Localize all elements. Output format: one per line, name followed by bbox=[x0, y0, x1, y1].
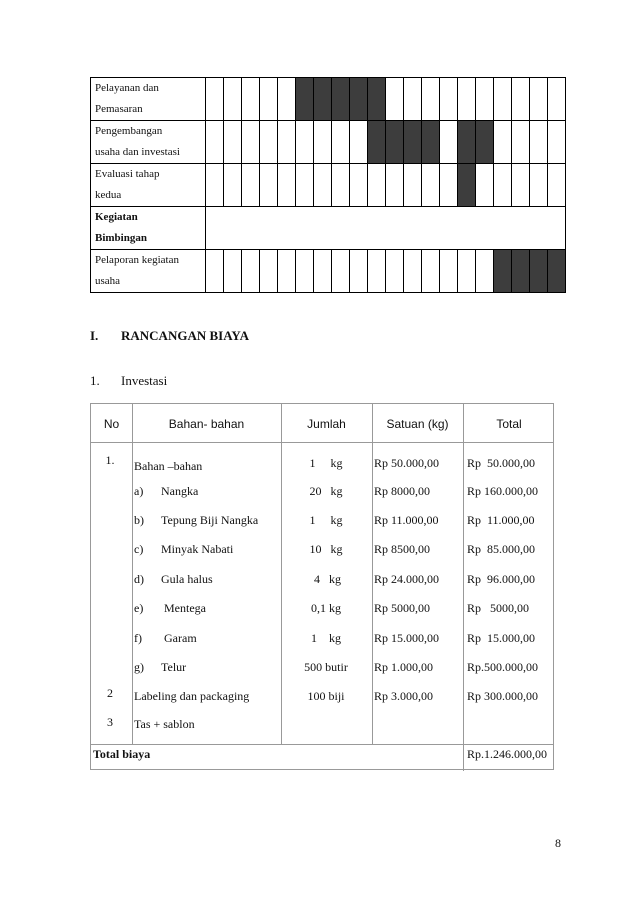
row-item: Labeling dan packaging bbox=[134, 689, 250, 703]
schedule-activity-label bbox=[91, 121, 206, 164]
schedule-cell bbox=[206, 164, 224, 207]
schedule-cell bbox=[278, 78, 296, 121]
schedule-cell bbox=[494, 78, 512, 121]
row-total: Rp 11.000,00 bbox=[467, 513, 535, 527]
schedule-cell bbox=[242, 164, 260, 207]
row-total: Rp 5000,00 bbox=[467, 601, 530, 615]
row-letter: e) bbox=[134, 601, 144, 615]
schedule-cell bbox=[206, 78, 224, 121]
schedule-cell bbox=[476, 250, 494, 293]
row-unit: Rp 3.000,00 bbox=[374, 689, 434, 703]
row-qty: 100 biji bbox=[307, 689, 345, 703]
header-no: No bbox=[103, 417, 120, 431]
schedule-cell-active bbox=[404, 121, 422, 164]
schedule-cell bbox=[278, 164, 296, 207]
row-total: Rp.500.000,00 bbox=[467, 660, 539, 674]
subsection-title: Investasi bbox=[121, 373, 168, 388]
schedule-cell bbox=[404, 164, 422, 207]
schedule-cell bbox=[296, 121, 314, 164]
schedule-cell bbox=[296, 250, 314, 293]
schedule-cell bbox=[296, 164, 314, 207]
page-number: 8 bbox=[555, 836, 561, 850]
schedule-cell bbox=[260, 250, 278, 293]
row-letter: c) bbox=[134, 542, 144, 556]
schedule-cell bbox=[224, 250, 242, 293]
schedule-activity-line: Pelaporan kegiatan bbox=[95, 254, 179, 266]
schedule-cell bbox=[494, 164, 512, 207]
schedule-activity-line: kedua bbox=[95, 189, 122, 201]
schedule-cell bbox=[242, 250, 260, 293]
schedule-cell bbox=[368, 164, 386, 207]
row-total: Rp 50.000,00 bbox=[467, 456, 536, 470]
schedule-cell-active bbox=[422, 121, 440, 164]
column-divider bbox=[132, 404, 133, 745]
schedule-cell bbox=[512, 164, 530, 207]
row-qty: 4 kg bbox=[311, 572, 341, 586]
schedule-merged-cell bbox=[206, 207, 566, 250]
row-number: 3 bbox=[107, 715, 113, 729]
header-total: Total bbox=[496, 417, 522, 431]
row-letter: b) bbox=[134, 513, 144, 527]
schedule-row bbox=[91, 121, 566, 164]
total-divider bbox=[91, 744, 553, 745]
row-item: Bahan –bahan bbox=[134, 459, 203, 473]
schedule-cell-active bbox=[368, 78, 386, 121]
schedule-cell bbox=[548, 164, 566, 207]
row-item: Tas + sablon bbox=[134, 717, 195, 731]
cost-table bbox=[90, 403, 554, 770]
schedule-row bbox=[91, 78, 566, 121]
schedule-activity-label bbox=[91, 78, 206, 121]
schedule-cell bbox=[278, 121, 296, 164]
row-qty: 1 kg bbox=[309, 456, 343, 470]
row-unit: Rp 1.000,00 bbox=[374, 660, 434, 674]
row-unit: Rp 24.000,00 bbox=[374, 572, 440, 586]
schedule-activity-line: usaha bbox=[95, 275, 121, 287]
row-unit: Rp 50.000,00 bbox=[374, 456, 440, 470]
row-letter: d) bbox=[134, 572, 144, 586]
schedule-table bbox=[90, 77, 566, 293]
row-unit: Rp 11.000,00 bbox=[374, 513, 439, 527]
schedule-cell-active bbox=[530, 250, 548, 293]
row-unit: Rp 5000,00 bbox=[374, 601, 431, 615]
subsection-number: 1. bbox=[90, 373, 100, 388]
row-unit: Rp 15.000,00 bbox=[374, 631, 440, 645]
schedule-row bbox=[91, 250, 566, 293]
row-item: Telur bbox=[161, 660, 187, 674]
total-value: Rp.1.246.000,00 bbox=[467, 747, 548, 761]
schedule-cell bbox=[422, 78, 440, 121]
schedule-activity-line: Pemasaran bbox=[95, 103, 143, 115]
schedule-cell bbox=[224, 121, 242, 164]
schedule-activity-line: Evaluasi tahap bbox=[95, 168, 160, 180]
schedule-cell bbox=[242, 78, 260, 121]
schedule-cell bbox=[476, 78, 494, 121]
schedule-cell bbox=[404, 78, 422, 121]
schedule-cell bbox=[386, 78, 404, 121]
schedule-cell bbox=[206, 250, 224, 293]
schedule-cell-active bbox=[476, 121, 494, 164]
schedule-activity-line: Bimbingan bbox=[95, 232, 147, 244]
row-number: 1. bbox=[105, 453, 115, 467]
header-divider bbox=[91, 442, 553, 443]
schedule-cell-active bbox=[368, 121, 386, 164]
schedule-cell-active bbox=[332, 78, 350, 121]
header-item: Bahan- bahan bbox=[168, 417, 245, 431]
schedule-activity-line: Pengembangan bbox=[95, 125, 163, 137]
schedule-activity-label bbox=[91, 164, 206, 207]
row-item: Mentega bbox=[161, 601, 206, 615]
column-divider bbox=[463, 404, 464, 771]
schedule-cell bbox=[512, 121, 530, 164]
row-qty: 10 kg bbox=[309, 542, 343, 556]
schedule-cell bbox=[458, 78, 476, 121]
schedule-cell bbox=[350, 164, 368, 207]
row-total: Rp 15.000,00 bbox=[467, 631, 536, 645]
total-label: Total biaya bbox=[93, 747, 151, 761]
row-unit: Rp 8500,00 bbox=[374, 542, 431, 556]
row-item: Garam bbox=[161, 631, 197, 645]
schedule-cell-active bbox=[296, 78, 314, 121]
schedule-cell bbox=[278, 250, 296, 293]
schedule-activity-line: Pelayanan dan bbox=[95, 82, 159, 94]
schedule-cell bbox=[350, 121, 368, 164]
schedule-cell bbox=[260, 164, 278, 207]
schedule-activity-line: Kegiatan bbox=[95, 211, 138, 223]
row-item: Minyak Nabati bbox=[161, 542, 234, 556]
schedule-cell-active bbox=[314, 78, 332, 121]
row-qty: 500 butir bbox=[304, 660, 348, 674]
schedule-cell bbox=[458, 250, 476, 293]
section-number: I. bbox=[90, 328, 99, 343]
schedule-cell bbox=[332, 164, 350, 207]
schedule-cell-active bbox=[548, 250, 566, 293]
schedule-cell bbox=[440, 78, 458, 121]
schedule-cell-active bbox=[494, 250, 512, 293]
schedule-cell bbox=[350, 250, 368, 293]
row-item: Gula halus bbox=[161, 572, 213, 586]
schedule-cell bbox=[530, 164, 548, 207]
row-total: Rp 96.000,00 bbox=[467, 572, 536, 586]
schedule-cell bbox=[206, 121, 224, 164]
schedule-cell-active bbox=[458, 164, 476, 207]
schedule-cell bbox=[314, 250, 332, 293]
row-qty: 20 kg bbox=[309, 484, 343, 498]
header-qty: Jumlah bbox=[307, 417, 346, 431]
schedule-cell bbox=[314, 164, 332, 207]
row-letter: g) bbox=[134, 660, 144, 674]
schedule-cell-active bbox=[512, 250, 530, 293]
row-item: Tepung Biji Nangka bbox=[161, 513, 259, 527]
schedule-cell bbox=[242, 121, 260, 164]
schedule-cell bbox=[440, 250, 458, 293]
schedule-row bbox=[91, 207, 566, 250]
schedule-cell bbox=[224, 164, 242, 207]
schedule-cell bbox=[332, 250, 350, 293]
row-total: Rp 300.000,00 bbox=[467, 689, 539, 703]
schedule-cell bbox=[260, 78, 278, 121]
row-letter: f) bbox=[134, 631, 142, 645]
row-number: 2 bbox=[107, 686, 113, 700]
column-divider bbox=[281, 404, 282, 745]
schedule-cell bbox=[422, 164, 440, 207]
schedule-activity-label bbox=[91, 207, 206, 250]
section-title: RANCANGAN BIAYA bbox=[121, 328, 249, 343]
schedule-cell bbox=[386, 250, 404, 293]
row-item: Nangka bbox=[161, 484, 199, 498]
row-qty: 0,1 kg bbox=[311, 601, 341, 615]
row-total: Rp 85.000,00 bbox=[467, 542, 536, 556]
row-qty: 1 kg bbox=[309, 513, 343, 527]
schedule-cell bbox=[476, 164, 494, 207]
schedule-cell bbox=[530, 121, 548, 164]
schedule-cell bbox=[332, 121, 350, 164]
column-divider bbox=[372, 404, 373, 745]
schedule-cell bbox=[494, 121, 512, 164]
schedule-cell bbox=[404, 250, 422, 293]
schedule-cell bbox=[224, 78, 242, 121]
schedule-cell bbox=[386, 164, 404, 207]
schedule-cell bbox=[512, 78, 530, 121]
schedule-activity-line: usaha dan investasi bbox=[95, 146, 180, 158]
row-qty: 1 kg bbox=[311, 631, 341, 645]
row-letter: a) bbox=[134, 484, 144, 498]
schedule-cell bbox=[440, 121, 458, 164]
row-total: Rp 160.000,00 bbox=[467, 484, 539, 498]
schedule-cell-active bbox=[386, 121, 404, 164]
schedule-cell bbox=[314, 121, 332, 164]
schedule-cell bbox=[548, 121, 566, 164]
schedule-activity-label bbox=[91, 250, 206, 293]
schedule-cell bbox=[440, 164, 458, 207]
schedule-cell-active bbox=[458, 121, 476, 164]
schedule-cell-active bbox=[350, 78, 368, 121]
schedule-cell bbox=[422, 250, 440, 293]
schedule-cell bbox=[260, 121, 278, 164]
schedule-cell bbox=[548, 78, 566, 121]
schedule-cell bbox=[368, 250, 386, 293]
schedule-cell bbox=[530, 78, 548, 121]
header-unit: Satuan (kg) bbox=[386, 417, 449, 431]
schedule-row bbox=[91, 164, 566, 207]
row-unit: Rp 8000,00 bbox=[374, 484, 431, 498]
